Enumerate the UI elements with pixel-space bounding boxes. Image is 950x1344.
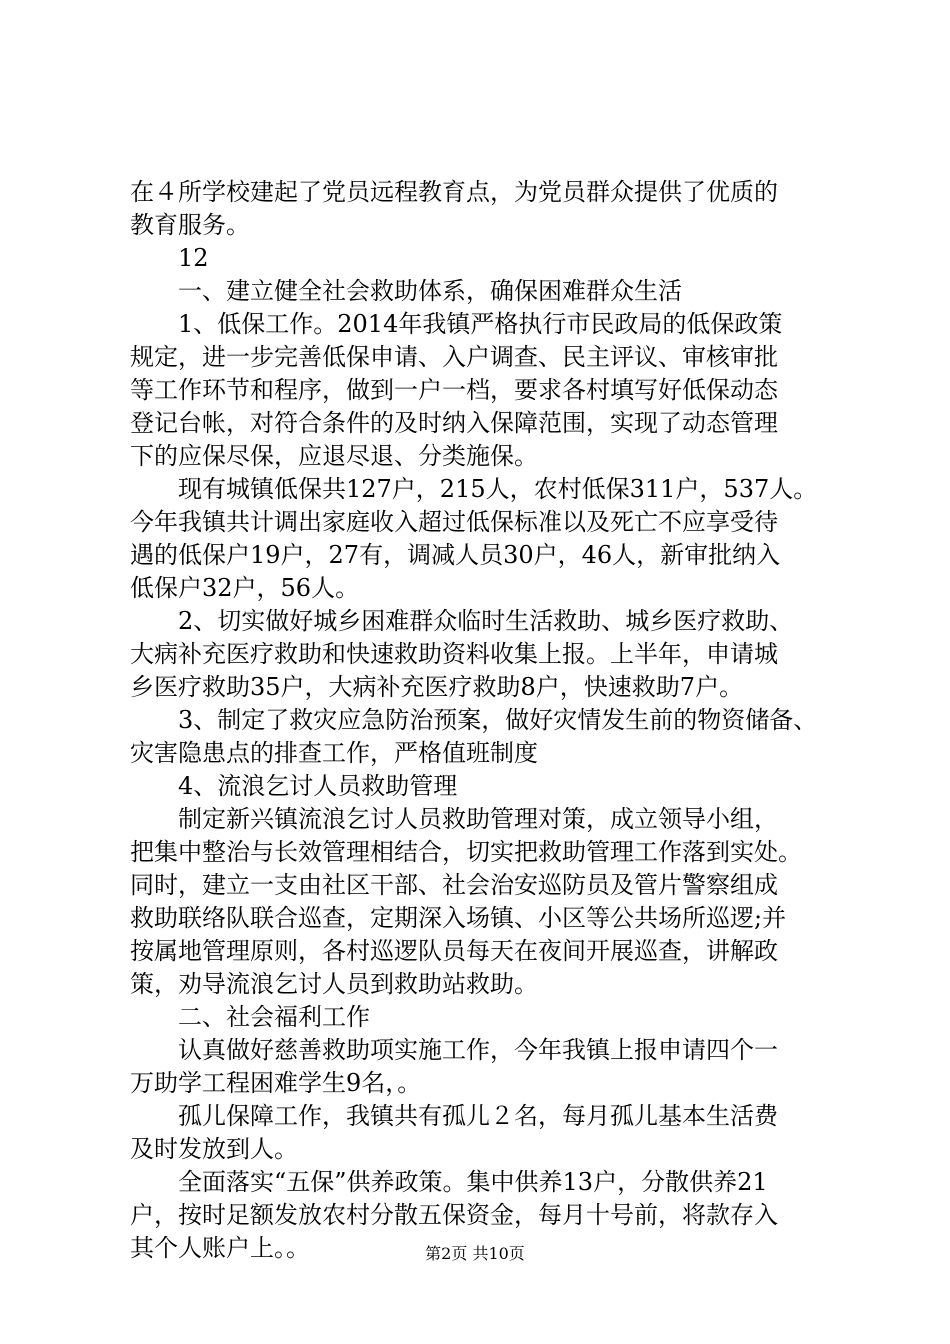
text-line: 1、低保工作。2014年我镇严格执行市民政局的低保政策 [178,310,783,338]
text-line: 12 [178,244,209,272]
text-line: 救助联络队联合巡查，定期深入场镇、小区等公共场所巡逻;并 [130,904,787,932]
text-line: 把集中整治与长效管理相结合，切实把救助管理工作落到实处。 [130,838,802,866]
text-line: 乡医疗救助35户，大病补充医疗救助8户，快速救助7户。 [130,673,744,701]
text-line: 及时发放到人。 [130,1135,298,1163]
text-line: 其个人账户上。。 [130,1234,310,1262]
text-line: 同时，建立一支由社区干部、社会治安巡防员及管片警察组成 [130,871,778,899]
text-line: 万助学工程困难学生9名，。 [130,1069,422,1097]
text-line: 按属地管理原则，各村巡逻队员每天在夜间开展巡查，讲解政 [130,937,778,965]
document-body [130,176,820,1265]
text-line: 遇的低保户19户，27有，调减人员30户，46人，新审批纳入 [130,541,781,569]
text-line: 2、切实做好城乡困难群众临时生活救助、城乡医疗救助、 [178,607,794,635]
text-line: 一、建立健全社会救助体系，确保困难群众生活 [178,277,682,305]
text-line: 下的应保尽保，应退尽退、分类施保。 [130,442,538,470]
text-line: 策，劝导流浪乞讨人员到救助站救助。 [130,970,538,998]
text-line: 户，按时足额发放农村分散五保资金，每月十号前，将款存入 [130,1201,778,1229]
text-line: 低保户32户，56人。 [130,574,360,602]
text-line: 4、流浪乞讨人员救助管理 [178,772,458,800]
text-line: 3、制定了救灾应急防治预案，做好灾情发生前的物资储备、 [178,706,818,734]
text-line: 今年我镇共计调出家庭收入超过低保标准以及死亡不应享受待 [130,508,778,536]
text-line: 现有城镇低保共127户，215人，农村低保311户，537人。 [178,475,818,503]
text-line: 等工作环节和程序，做到一户一档，要求各村填写好低保动态 [130,376,778,404]
text-line: 登记台帐，对符合条件的及时纳入保障范围，实现了动态管理 [130,409,778,437]
text-line: 全面落实“五保”供养政策。集中供养13户，分散供养21 [178,1168,768,1196]
page-footer: 第2页 共10页 [425,1244,525,1263]
text-line: 在４所学校建起了党员远程教育点，为党员群众提供了优质的 [130,178,778,206]
text-line: 孤儿保障工作，我镇共有孤儿２名，每月孤儿基本生活费 [178,1102,778,1130]
text-line: 规定，进一步完善低保申请、入户调查、民主评议、审核审批 [130,343,778,371]
text-line: 大病补充医疗救助和快速救助资料收集上报。上半年，申请城 [130,640,778,668]
text-line: 制定新兴镇流浪乞讨人员救助管理对策，成立领导小组， [178,805,778,833]
text-line: 教育服务。 [130,211,250,239]
text-line: 认真做好慈善救助项实施工作，今年我镇上报申请四个一 [178,1036,778,1064]
text-line: 灾害隐患点的排查工作，严格值班制度 [130,739,538,767]
text-line: 二、社会福利工作 [178,1003,370,1031]
